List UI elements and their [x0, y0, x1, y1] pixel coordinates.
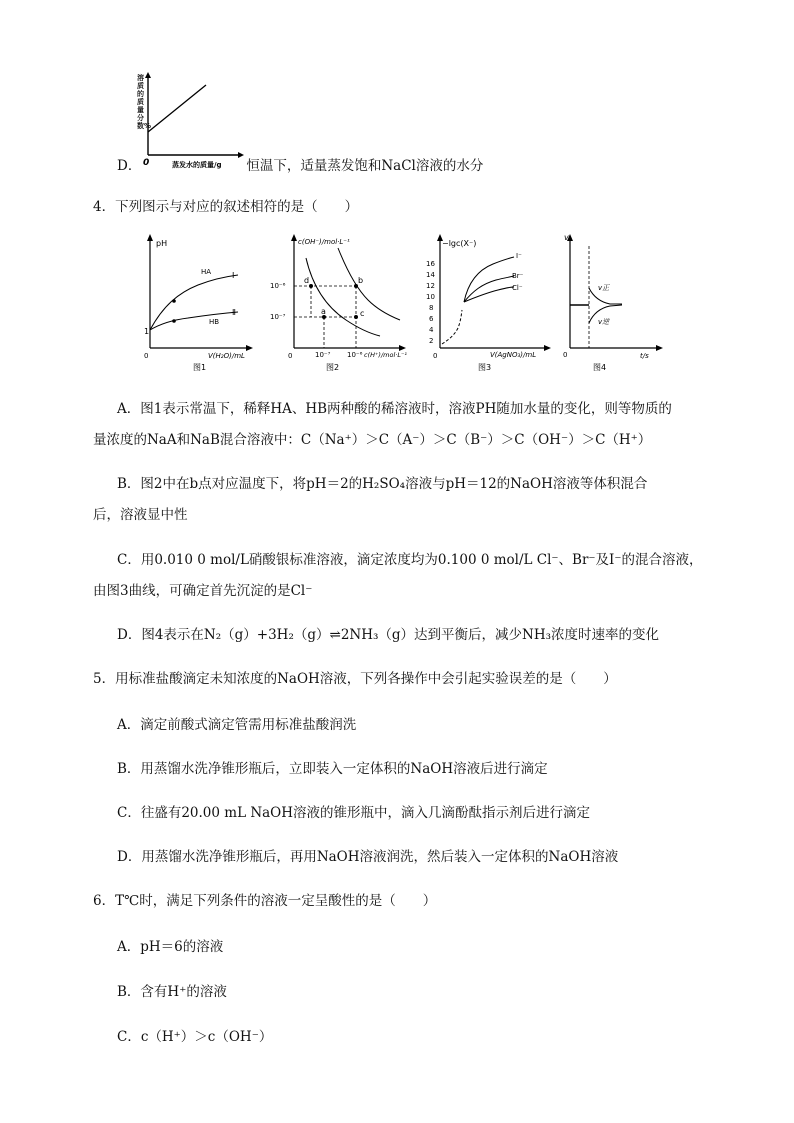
fig3-ytick: 2 — [429, 337, 434, 345]
fig3-label-i: I⁻ — [516, 252, 522, 260]
q5-option-a: A．滴定前酸式滴定管需用标准盐酸润洗 — [117, 717, 357, 733]
q4-option-a-line2: 量浓度的NaA和NaB混合溶液中：C（Na⁺）＞C（A⁻）＞C（B⁻）＞C（OH⁻）＞C（H⁺） — [93, 432, 652, 448]
fig3-ytick: 6 — [429, 315, 434, 323]
fig3-xlabel: V(AgNO₃)/mL — [490, 351, 537, 359]
fig1-ylabel: pH — [156, 239, 168, 248]
fig2-point-d: d — [304, 276, 310, 285]
q4-option-a-line1: A．图1表示常温下，稀释HA、HB两种酸的稀溶液时，溶液PH随加水量的变化，则等物质的 — [117, 401, 672, 417]
fig1-series2: HB — [209, 318, 220, 326]
q4-fig1 — [138, 228, 258, 373]
fig1-caption: 图1 — [193, 363, 207, 372]
fig2-point-a: a — [321, 307, 326, 316]
q5-option-d: D．用蒸馏水洗净锥形瓶后，再用NaOH溶液润洗，然后装入一定体积的NaOH溶液 — [117, 849, 619, 865]
q3-option-d — [117, 156, 483, 176]
q5-option-b: B．用蒸馏水洗净锥形瓶后，立即装入一定体积的NaOH溶液后进行滴定 — [117, 761, 548, 777]
q4-option-b-line1: B．图2中在b点对应温度下，将pH＝2的H₂SO₄溶液与pH＝12的NaOH溶液等体积混合 — [117, 476, 648, 492]
fig1-curve-ha — [150, 275, 238, 330]
fig3-curve-br — [464, 276, 514, 302]
q4-fig3 — [418, 228, 558, 373]
q6-option-c: C．c（H⁺）＞c（OH⁻） — [117, 1029, 273, 1045]
q4-fig2 — [268, 228, 418, 373]
fig4-ylabel: v — [564, 233, 569, 242]
q3-ylabel: 溶质的质量分数% — [137, 74, 152, 130]
fig3-ytick: 14 — [426, 271, 435, 279]
fig3-label-br: Br⁻ — [512, 272, 524, 280]
fig1-start: 1 — [144, 327, 150, 336]
fig3-origin: 0 — [433, 352, 438, 360]
q5-option-c: C．往盛有20.00 mL NaOH溶液的锥形瓶中，滴入几滴酚酞指示剂后进行滴定 — [117, 805, 591, 821]
fig2-xlabel: c(H⁺)/mol·L⁻¹ — [364, 351, 407, 359]
fig1-series1: HA — [201, 268, 212, 276]
q3-curve — [148, 85, 206, 132]
q4-option-c-line1: C．用0.010 0 mol/L硝酸银标准溶液，滴定浓度均为0.100 0 mol/L Cl⁻、Br⁻及I⁻的混合溶液， — [117, 552, 703, 568]
q3-origin: 0 — [143, 158, 150, 168]
fig4-origin: 0 — [563, 351, 568, 359]
fig3-curve-i — [464, 257, 514, 302]
fig1-curve-hb — [150, 312, 238, 330]
fig2-curve-2 — [338, 248, 400, 320]
fig3-ytick: 4 — [429, 326, 434, 334]
fig2-point-c: c — [360, 309, 365, 318]
fig4-caption: 图4 — [593, 363, 607, 372]
fig1-series2-roman: Ⅱ — [232, 308, 236, 317]
fig4-label-forward: v正 — [598, 284, 610, 292]
q6-option-a: A．pH＝6的溶液 — [117, 939, 224, 955]
fig4-xlabel: t/s — [640, 352, 649, 360]
q3-option-d-text: 恒温下，适量蒸发饱和NaCl溶液的水分 — [246, 158, 484, 174]
fig2-ytick-1: 10⁻⁶ — [270, 282, 286, 290]
fig2-curve-1 — [306, 258, 380, 336]
q4-fig4 — [560, 228, 670, 373]
q4-option-c-line2: 由图3曲线，可确定首先沉淀的是Cl⁻ — [93, 583, 313, 599]
fig3-ytick: 12 — [426, 282, 435, 290]
fig1-xlabel: V(H₂O)/mL — [208, 352, 245, 360]
q6-stem: 6．T℃时，满足下列条件的溶液一定呈酸性的是（ ） — [93, 893, 437, 909]
fig3-curve-start — [442, 310, 462, 344]
fig3-yticks — [426, 260, 435, 345]
fig3-ytick: 10 — [426, 293, 435, 301]
fig3-label-cl: Cl⁻ — [512, 284, 523, 292]
fig2-xtick-2: 10⁻⁶ — [347, 351, 363, 359]
q5-stem: 5．用标准盐酸滴定未知浓度的NaOH溶液，下列各操作中会引起实验误差的是（ ） — [93, 671, 617, 687]
q4-option-b-line2: 后，溶液显中性 — [93, 507, 188, 523]
fig2-xtick-1: 10⁻⁷ — [315, 351, 331, 359]
q4-stem: 4．下列图示与对应的叙述相符的是（ ） — [93, 199, 359, 215]
q3-graph — [130, 70, 250, 170]
fig1-series1-roman: Ⅰ — [232, 271, 235, 280]
fig3-ylabel: −lgc(X⁻) — [442, 239, 477, 248]
fig4-label-reverse: v逆 — [598, 318, 610, 326]
q3-xlabel: 蒸发水的质量/g — [172, 161, 222, 169]
fig2-point-b: b — [358, 276, 364, 285]
fig2-caption: 图2 — [326, 363, 340, 372]
q4-option-d: D．图4表示在N₂（g）+3H₂（g）⇌2NH₃（g）达到平衡后，减少NH₃浓度时速率的变化 — [117, 627, 660, 643]
fig1-origin: 0 — [144, 352, 149, 360]
q3-option-d-label: D． — [117, 158, 142, 174]
fig2-origin: 0 — [288, 352, 293, 360]
fig2-ytick-2: 10⁻⁷ — [270, 313, 286, 321]
q6-option-b: B．含有H⁺的溶液 — [117, 984, 227, 1000]
fig3-ytick: 16 — [426, 260, 435, 268]
fig3-caption: 图3 — [478, 363, 492, 372]
fig2-ylabel: c(OH⁻)/mol·L⁻¹ — [298, 238, 350, 246]
fig3-ytick: 8 — [429, 304, 434, 312]
